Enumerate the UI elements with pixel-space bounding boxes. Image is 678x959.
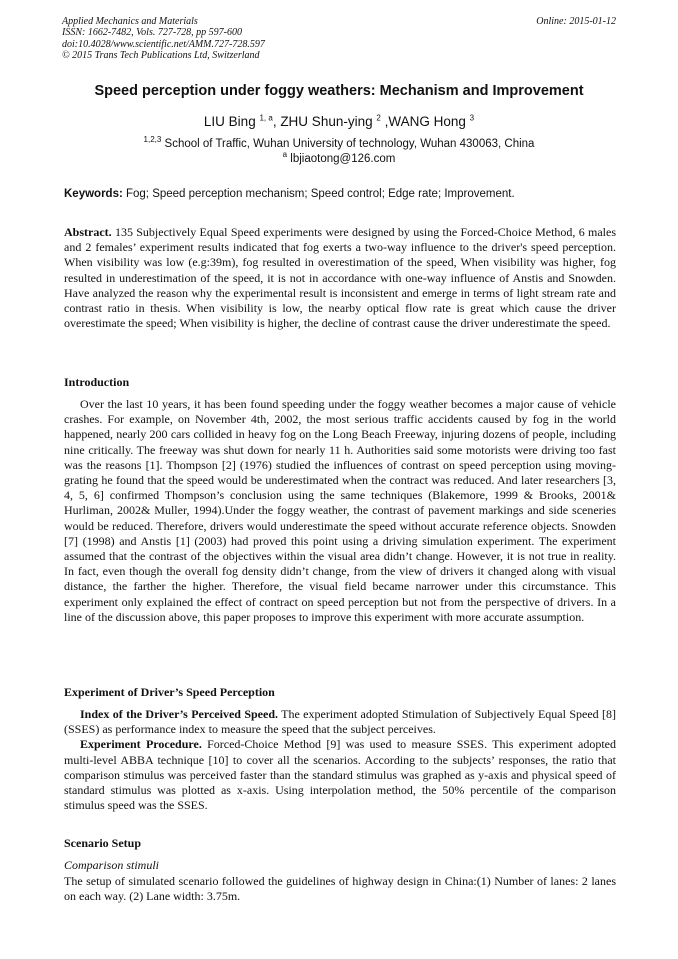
email-sup: a — [282, 150, 288, 160]
copyright: © 2015 Trans Tech Publications Ltd, Switzerland — [62, 50, 260, 62]
scenario-text: The setup of simulated scenario followed the guidelines of highway design in China:(1) Number of lanes: 2 lanes on each way. (2) Lane width: 3.75m. — [64, 874, 616, 904]
introduction-heading: Introduction — [64, 375, 130, 389]
keywords — [64, 188, 616, 200]
author-email: lbjiaotong@126.com — [287, 153, 396, 165]
author-list — [40, 114, 638, 129]
author-1-sup: 1, a — [259, 113, 273, 123]
author-3-sup: 3 — [469, 113, 475, 123]
experiment-p2-label: Experiment Procedure. — [80, 737, 202, 752]
journal-name: Applied Mechanics and Materials — [62, 16, 198, 27]
experiment-heading: Experiment of Driver’s Speed Perception — [64, 685, 275, 699]
experiment-paragraph-2 — [64, 737, 616, 813]
keywords-text: Fog; Speed perception mechanism; Speed control; Edge rate; Improvement. — [122, 188, 515, 200]
author-2-sup: 2 — [376, 113, 381, 123]
experiment-p2-text: Forced-Choice Method [9] was used to measure SSES. This experiment adopted multi-level ABBA technique [10] to cover all the scenarios. According to the subjects’ responses, the ratio that comparison stimulus was perceived faster than the standard stimulus was graphed as y-axis and physical speed of standard stimulus was plotted as x-axis. Using interpolation method, the 50% percentile of the comparison stimulus speed was the SSES. — [64, 737, 616, 813]
abstract-text: 135 Subjectively Equal Speed experiments were designed by using the Forced-Choice Method, 6 males and 2 females’ experiment results indicated that fog exerts a two-way influence to the driver's speed perception. When visibility was low (e.g:39m), fog resulted in overestimation of the speed, When visibility was higher, fog resulted in underestimation of the speed, it is not in accordance with one-way influence of Anstis and Snowden. Have analyzed the reason why the experimental result is inconsistent and emerge in terms of light stream rate and contrast ratio in thesis. When visibility is low, the nearby optical flow rate is great which cause the driver overestimate the speed; When visibility is higher, the decline of contrast cause the driver underestimate the speed. — [64, 225, 616, 331]
introduction-text: Over the last 10 years, it has been found speeding under the foggy weather becomes a major cause of vehicle crashes. For example, on November 4th, 2002, the most serious traffic accidents caused by fog in the world happened, nearly 200 cars collided in heavy fog on the Long Beach Freeway, injuring dozens of people, including nine critically. The freeway was shut down for nearly 11 h. Authorities said some motorists were driving too fast was the reasons [1]. Thompson [2] (1976) studied the influences of contrast on speed perception using moving-grating he found that the speed would be underestimated when the contract was reduced. And later researchers [3, 4, 5, 6] confirmed Thompson’s conclusion using the same techniques (Blakemore, 1999 & Brooks, 2001& Hurliman, 2002& Muller, 1994).Under the foggy weather, the contrast of pavement markings and side sceneries would be reduced. Therefore, drivers would underestimate the speed without accurate reference objects. Snowden [7] (1998) and Anstis [1] (2003) had proved this point using a driving simulation experiment. The experiment assumed that the contrast of the objectives within the visual area didn’t change. However, it is not true in reality. In fact, even though the overall fog density didn’t change, from the view of drivers it changed along with visual distance, the farther the higher. Therefore, the visual field became narrower under this circumstance. This experiment only explained the effect of contract on speed perception but not from the perspective of drivers. In a line of the discussion above, this paper proposes to improve this experiment with more accurate assumption. — [64, 397, 616, 624]
experiment-p1-label: Index of the Driver’s Perceived Speed. — [80, 707, 279, 721]
issn: ISSN: 1662-7482, Vols. 727-728, pp 597-600 — [62, 27, 242, 39]
abstract — [64, 225, 616, 331]
scenario-heading: Scenario Setup — [64, 836, 142, 850]
author-3: ,WANG Hong — [380, 114, 466, 129]
author-1: LIU Bing — [203, 114, 256, 129]
abstract-label: Abstract. — [64, 225, 112, 239]
author-2: , ZHU Shun-ying — [272, 114, 373, 129]
paper-title: Speed perception under foggy weathers: Mechanism and Improvement — [94, 83, 584, 99]
experiment-paragraph-1 — [64, 707, 616, 737]
affiliation-sup: 1,2,3 — [143, 135, 162, 145]
doi: doi:10.4028/www.scientific.net/AMM.727-728.597 — [62, 38, 265, 50]
experiment-p1-text: The experiment adopted Stimulation of Subjectively Equal Speed [8] (SSES) as performance index to measure the speed that the subject perceives. — [64, 707, 616, 737]
online-date: Online: 2015-01-12 — [536, 16, 616, 27]
journal-header — [62, 16, 616, 62]
keywords-label: Keywords: — [64, 188, 123, 200]
affiliation — [40, 137, 638, 167]
affiliation-text: School of Traffic, Wuhan University of technology, Wuhan 430063, China — [161, 138, 535, 150]
experiment-section — [64, 707, 616, 813]
comparison-stimuli-heading: Comparison stimuli — [64, 858, 160, 872]
